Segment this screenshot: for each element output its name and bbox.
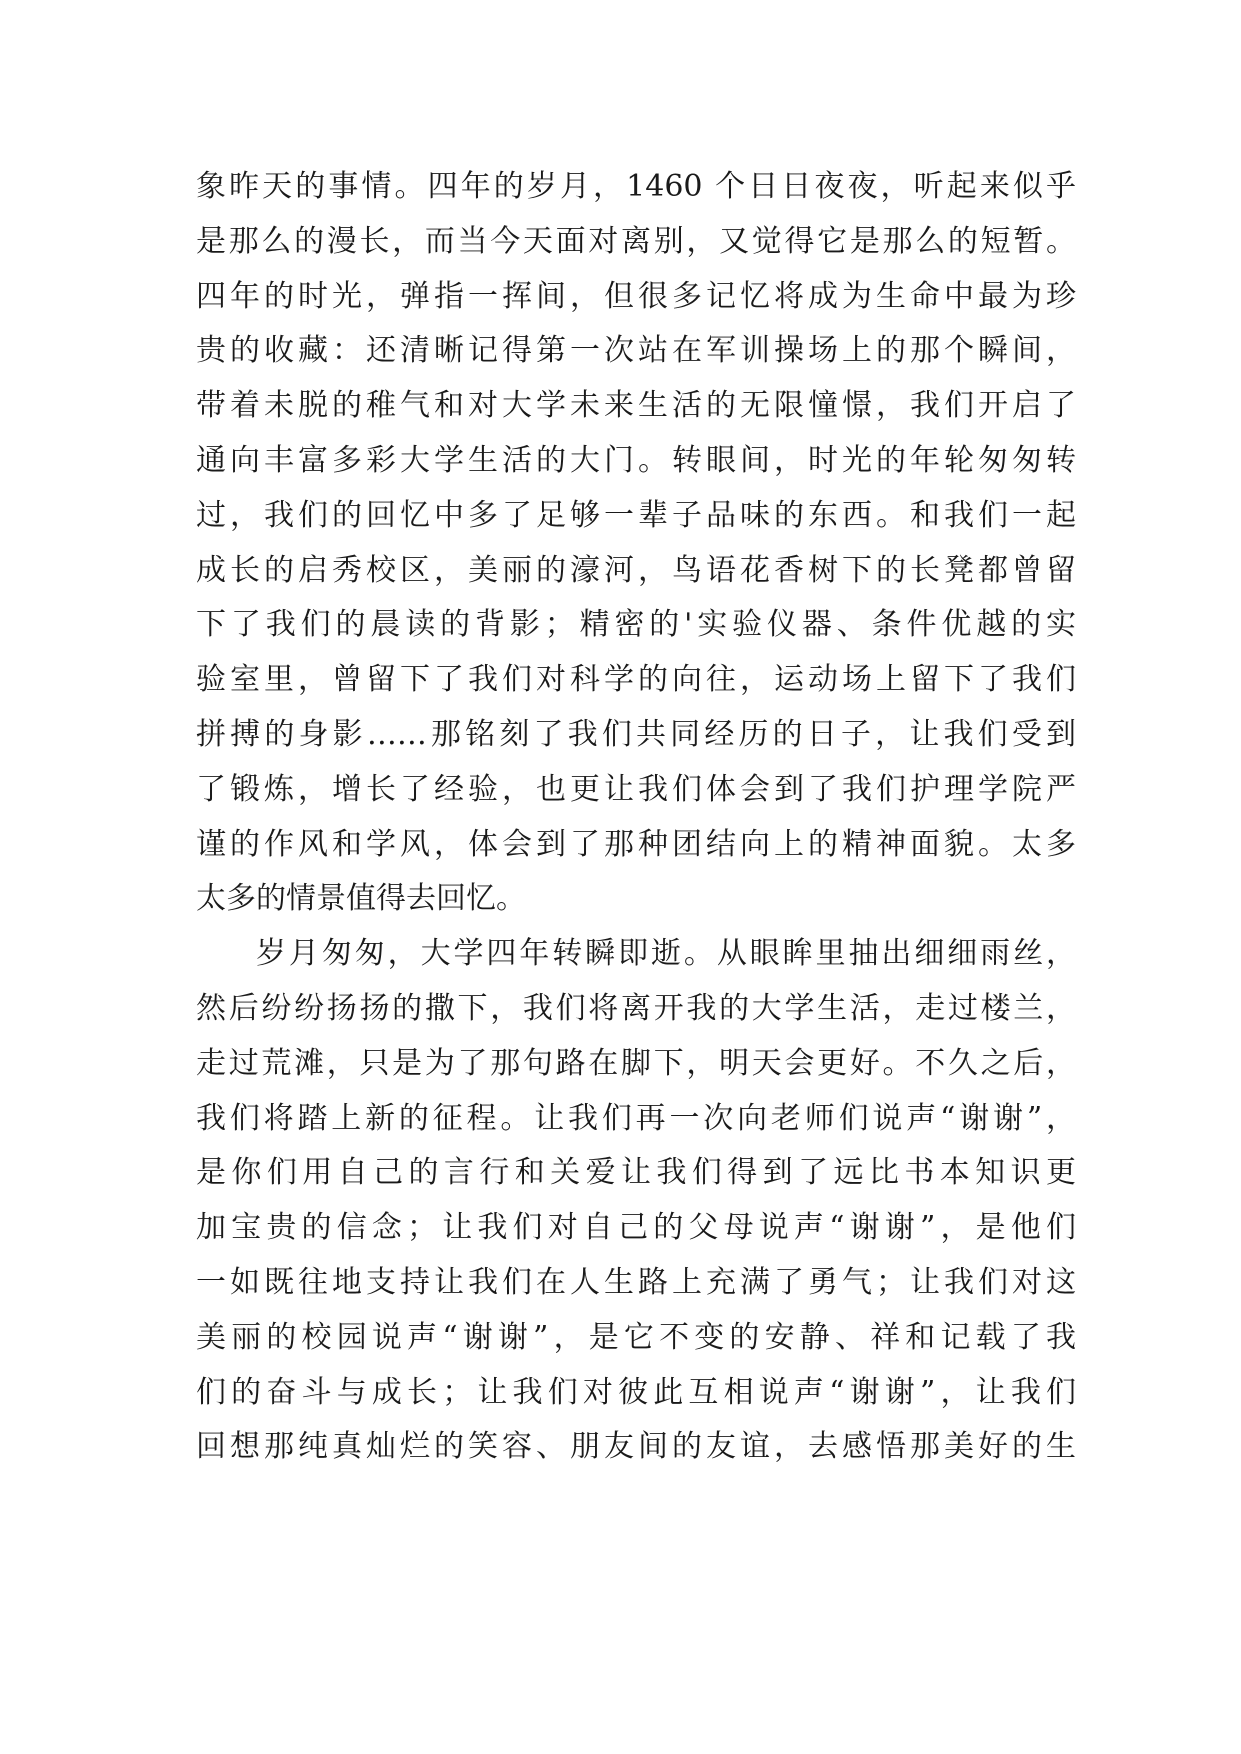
- paragraph-1: [196, 160, 1076, 927]
- text-line: 一如既往地支持让我们在人生路上充满了勇气；让我们对这: [196, 1264, 1076, 1300]
- text-line: 贵的收藏：还清晰记得第一次站在军训操场上的那个瞬间，: [196, 333, 1076, 369]
- text-line: 加宝贵的信念；让我们对自己的父母说声“谢谢”，是他们: [196, 1210, 1076, 1246]
- text-line: 我们将踏上新的征程。让我们再一次向老师们说声“谢谢”，: [196, 1100, 1076, 1136]
- text-line: 通向丰富多彩大学生活的大门。转眼间，时光的年轮匆匆转: [196, 442, 1076, 478]
- text-line: 岁月匆匆，大学四年转瞬即逝。从眼眸里抽出细细雨丝，: [256, 936, 1076, 972]
- document-body: [196, 160, 1076, 1475]
- text-line: 拼搏的身影……那铭刻了我们共同经历的日子，让我们受到: [196, 716, 1076, 752]
- text-line: 了锻炼，增长了经验，也更让我们体会到了我们护理学院严: [196, 771, 1076, 807]
- text-line: 象昨天的事情。四年的岁月，1460 个日日夜夜，听起来似乎: [196, 169, 1076, 204]
- text-line: 回想那纯真灿烂的笑容、朋友间的友谊，去感悟那美好的生: [196, 1429, 1076, 1465]
- text-line: 成长的启秀校区，美丽的濠河，鸟语花香树下的长凳都曾留: [196, 552, 1076, 588]
- text-line: 然后纷纷扬扬的撒下，我们将离开我的大学生活，走过楼兰，: [196, 990, 1076, 1026]
- text-line: 谨的作风和学风，体会到了那种团结向上的精神面貌。太多: [196, 826, 1076, 862]
- text-line: 验室里，曾留下了我们对科学的向往，运动场上留下了我们: [196, 662, 1076, 698]
- text-line: 是你们用自己的言行和关爱让我们得到了远比书本知识更: [196, 1155, 1076, 1191]
- text-line: 是那么的漫长，而当今天面对离别，又觉得它是那么的短暂。: [196, 223, 1076, 259]
- text-line: 过，我们的回忆中多了足够一辈子品味的东西。和我们一起: [196, 497, 1076, 533]
- text-line: 美丽的校园说声“谢谢”，是它不变的安静、祥和记载了我: [196, 1319, 1076, 1355]
- text-line: 四年的时光，弹指一挥间，但很多记忆将成为生命中最为珍: [196, 278, 1076, 314]
- paragraph-2: [196, 927, 1076, 1475]
- text-line: 带着未脱的稚气和对大学未来生活的无限憧憬，我们开启了: [196, 388, 1076, 424]
- text-line: 太多的情景值得去回忆。: [196, 881, 526, 917]
- text-line: 下了我们的晨读的背影；精密的'实验仪器、条件优越的实: [196, 607, 1076, 643]
- text-line: 走过荒滩，只是为了那句路在脚下，明天会更好。不久之后，: [196, 1045, 1076, 1081]
- text-line: 们的奋斗与成长；让我们对彼此互相说声“谢谢”，让我们: [196, 1374, 1076, 1410]
